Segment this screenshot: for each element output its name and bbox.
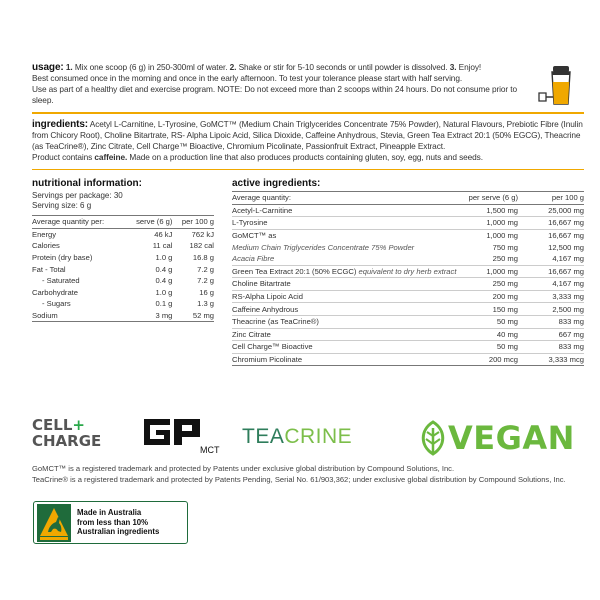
table-cell: 150 mg — [466, 303, 518, 316]
table-cell: 7.2 g — [197, 276, 214, 286]
ingredient-name: Green Tea Extract 20:1 (50% ECGC) — [232, 266, 357, 276]
ingredients-heading: ingredients: — [32, 118, 89, 130]
vegan-logo — [418, 419, 575, 457]
badge-line: from less than 10% — [77, 517, 149, 527]
table-row — [32, 275, 214, 287]
table-cell: 200 mcg — [466, 353, 518, 366]
table-row — [232, 278, 584, 291]
table-row — [232, 253, 584, 265]
column-header: per serve (6 g) — [466, 192, 518, 205]
table-cell: 16 g — [199, 287, 214, 297]
table-row — [232, 290, 584, 303]
table-row — [232, 241, 584, 253]
logo-text: CHARGE — [32, 432, 102, 450]
table-cell: 750 mg — [492, 242, 518, 252]
table-cell: Protein (dry base) — [32, 253, 93, 263]
table-row — [32, 240, 214, 252]
table-cell: 1,000 mg — [466, 265, 518, 278]
usage-step2: Shake or stir for 5-10 seconds or until powder is dissolved. — [238, 62, 448, 72]
table-row — [32, 287, 214, 299]
table-cell: Energy — [32, 229, 57, 239]
table-cell: 16.8 g — [192, 253, 214, 263]
servings-per-package: Servings per package: 30 — [32, 191, 123, 200]
made-in-australia-badge — [33, 501, 188, 544]
table-cell: Chromium Picolinate — [232, 353, 466, 366]
table-cell: 16,667 mg — [518, 217, 584, 230]
table-cell: 200 mg — [466, 290, 518, 303]
table-cell: 1.0 g — [155, 287, 173, 297]
usage-section — [32, 62, 537, 106]
table-header-row — [32, 216, 214, 229]
table-cell: 1,000 mg — [466, 229, 518, 241]
nutrition-heading: nutritional information: — [32, 178, 142, 189]
table-cell: 182 cal — [189, 241, 214, 251]
supplement-label — [32, 62, 584, 366]
table-cell: 1,000 mg — [466, 217, 518, 230]
table-header-row — [232, 192, 584, 205]
logo-text: TEA — [242, 425, 285, 448]
table-row — [32, 263, 214, 275]
active-heading: active ingredients: — [232, 178, 321, 189]
usage-step1: Mix one scoop (6 g) in 250-300ml of water. — [74, 62, 228, 72]
badge-line: Australian ingredients — [77, 527, 160, 537]
ingredient-note: equivalent to dry herb extract — [358, 266, 457, 276]
table-cell: 762 kJ — [191, 229, 214, 239]
active-ingredients-table — [232, 191, 584, 366]
table-cell: Acacia Fibre — [232, 254, 275, 264]
table-cell: 4,167 mg — [552, 254, 584, 264]
table-cell: 3,333 mcg — [518, 353, 584, 366]
logo-row — [32, 415, 577, 463]
table-cell: Cell Charge™ Bioactive — [232, 341, 466, 354]
table-row — [232, 217, 584, 230]
step1-number: 1. — [65, 62, 73, 72]
table-row — [32, 298, 214, 310]
shaker-and-scoop-icon — [538, 64, 582, 106]
table-row — [232, 353, 584, 366]
table-cell: Medium Chain Triglycerides Concentrate 75% Powder — [232, 242, 415, 252]
table-row — [32, 252, 214, 264]
column-header: Average quantity: — [232, 192, 466, 205]
gomct-text: MCT — [200, 445, 220, 455]
ingredients-section — [32, 119, 584, 163]
table-cell: Carbohydrate — [32, 287, 79, 297]
table-cell: 40 mg — [466, 328, 518, 341]
leaf-icon — [418, 420, 448, 456]
gomct-logo — [140, 415, 220, 457]
table-cell: 1.3 g — [197, 299, 214, 309]
table-cell: 46 kJ — [154, 229, 173, 239]
table-cell: Fat - Total — [32, 264, 66, 274]
table-cell: RS-Alpha Lipoic Acid — [232, 290, 466, 303]
nutrition-table — [32, 215, 214, 322]
contains-prefix: Product contains — [32, 151, 93, 162]
vegan-text: VEGAN — [448, 419, 575, 457]
usage-step3: Enjoy! — [458, 62, 482, 72]
table-cell: 25,000 mg — [548, 205, 584, 215]
table-row — [232, 303, 584, 316]
table-cell: - Sugars — [42, 299, 71, 309]
table-cell: Zinc Citrate — [232, 328, 466, 341]
cell-charge-logo — [32, 417, 101, 449]
table-cell: 0.1 g — [155, 299, 173, 309]
ingredients-list: Acetyl L-Carnitine, L-Tyrosine, GoMCT™ (Medium Chain Triglycerides Concentrate 75% Powder), Natural Flavours, Prebiotic Fibre (Inulin from Chicory Root), Choline Bitartrate, RS- Alpha Lipoic Acid, Silica Dioxide, Caffeine Anhydrous, Stevia, Green Tea Extract 20:1 (50% EGCG), Theacrine (as TeaCrine®), Zinc Citrate, Cell Charge™ Bioactive, Chromium Picolinate, Passionfruit Extract, Pineapple Extract. — [32, 118, 583, 151]
badge-line: Made in Australia — [77, 508, 142, 518]
column-header: per 100 g — [172, 216, 214, 229]
table-cell: 833 mg — [518, 315, 584, 328]
serving-size: Serving size: 6 g — [32, 201, 92, 210]
table-row — [32, 310, 214, 322]
table-row — [232, 229, 584, 241]
table-cell: 3 mg — [125, 310, 172, 322]
trademark-teacrine: TeaCrine® is a registered trademark and protected by Patents Pending, Serial No. 61/903,362; under exclusive global distribution by Compound Solutions, Inc. — [32, 475, 566, 484]
table-cell: 4,167 mg — [518, 278, 584, 291]
table-cell: GoMCT™ as — [232, 229, 466, 241]
table-cell: Calories — [32, 241, 60, 251]
logo-text: CRINE — [284, 425, 353, 448]
kangaroo-triangle-icon — [37, 504, 71, 542]
logo-text: CELL — [32, 416, 73, 434]
usage-line2: Best consumed once in the morning and once in the early afternoon. To test your tolerance please start with half serving. — [32, 73, 463, 83]
usage-heading: usage: — [32, 62, 64, 73]
table-cell: 0.4 g — [155, 276, 173, 286]
divider — [32, 169, 584, 171]
trademark-notice — [32, 463, 582, 485]
table-cell: 50 mg — [466, 341, 518, 354]
table-cell: L-Tyrosine — [232, 217, 466, 230]
table-cell: 1.0 g — [155, 253, 173, 263]
badge-text — [77, 508, 159, 537]
table-cell: Theacrine (as TeaCrine®) — [232, 315, 466, 328]
column-header: Average quantity per: — [32, 216, 125, 229]
table-row — [232, 315, 584, 328]
trademark-gomct: GoMCT™ is a registered trademark and protected by Patents under exclusive global distribution by Compound Solutions, Inc. — [32, 464, 455, 473]
table-cell: 3,333 mg — [518, 290, 584, 303]
column-header: per 100 g — [518, 192, 584, 205]
table-cell: Choline Bitartrate — [232, 278, 466, 291]
teacrine-logo — [242, 425, 352, 449]
table-cell: 7.2 g — [197, 264, 214, 274]
table-cell: 0.4 g — [155, 264, 173, 274]
table-cell: Sodium — [32, 310, 125, 322]
table-cell: Caffeine Anhydrous — [232, 303, 466, 316]
column-header: serve (6 g) — [125, 216, 172, 229]
table-cell: 12,500 mg — [548, 242, 584, 252]
table-cell: 667 mg — [518, 328, 584, 341]
table-cell: 250 mg — [466, 278, 518, 291]
table-cell: 16,667 mg — [518, 265, 584, 278]
active-ingredients-panel — [232, 178, 584, 366]
table-cell: 52 mg — [172, 310, 214, 322]
allergen-statement: Made on a production line that also produces products containing gluten, soy, egg, nuts and seeds. — [129, 151, 483, 162]
nutrition-panel — [32, 178, 214, 366]
plus-icon: + — [72, 416, 85, 434]
table-cell: 11 cal — [152, 241, 173, 251]
table-cell: 833 mg — [518, 341, 584, 354]
usage-line3: Use as part of a healthy diet and exercise program. NOTE: Do not exceed more than 2 scoops within 24 hours. Do not consume prior to sleep. — [32, 84, 517, 105]
table-cell: Acetyl-L-Carnitine — [232, 205, 293, 215]
table-cell: 50 mg — [466, 315, 518, 328]
table-cell: 1,500 mg — [486, 205, 518, 215]
table-cell: 2,500 mg — [518, 303, 584, 316]
divider — [32, 112, 584, 114]
table-row — [232, 204, 584, 217]
table-row — [32, 228, 214, 240]
table-cell: - Saturated — [42, 276, 80, 286]
table-row — [232, 341, 584, 354]
table-row — [232, 328, 584, 341]
contains-caffeine: caffeine. — [94, 151, 128, 162]
table-cell: 16,667 mg — [518, 229, 584, 241]
step3-number: 3. — [449, 62, 457, 72]
table-row — [232, 265, 584, 278]
table-cell: 250 mg — [492, 254, 518, 264]
step2-number: 2. — [229, 62, 237, 72]
